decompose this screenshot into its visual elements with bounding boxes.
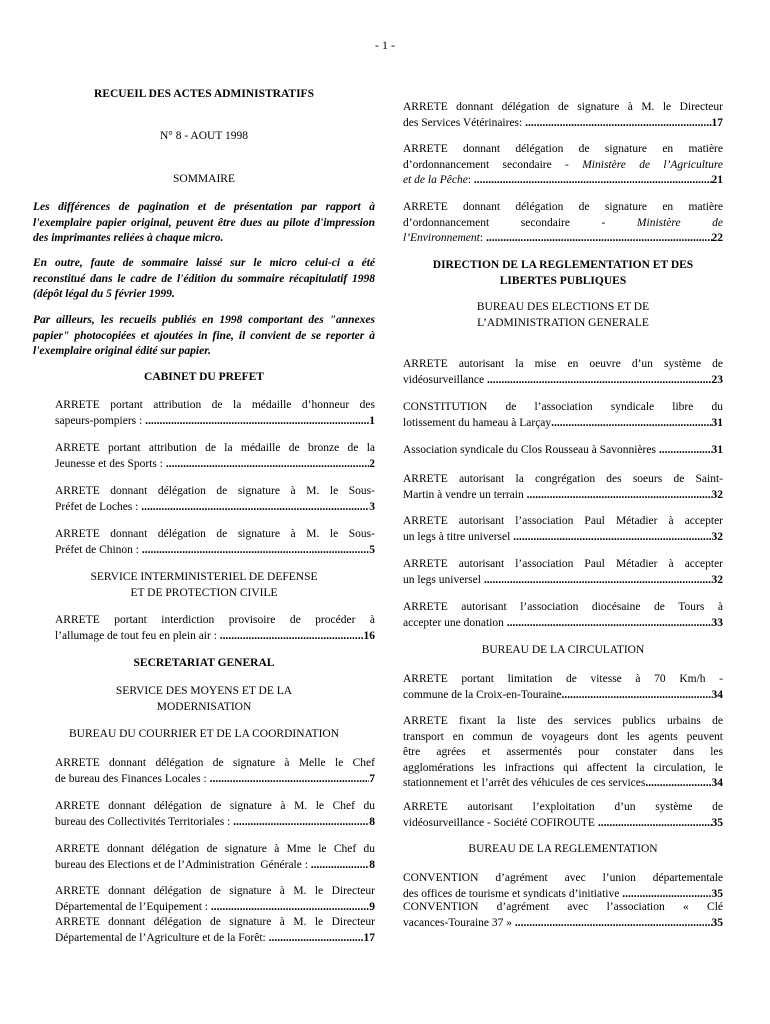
page-ref: 32 bbox=[711, 488, 723, 501]
toc-entry[interactable]: CONVENTION d’agrément avec l’union départementale des offices de tourisme et syndicats d’initiative ..... 35 bbox=[403, 871, 723, 902]
toc-entry[interactable]: CONSTITUTION de l’association syndicale libre du lotissement du hameau à Larçay ..... 31 bbox=[403, 400, 723, 431]
toc-entry[interactable]: ARRETE donnant délégation de signature à M. le Directeur Départemental de l’Equipement : ..... 9 bbox=[33, 884, 375, 915]
page-ref: 1 bbox=[369, 414, 375, 427]
toc-entry[interactable]: ARRETE fixant la liste des services publics urbains de transport en commun de voyageurs dont les agents peuvent être agrées et assermentés pour constater dans les agglomérations les infractions qui affectent la circulation, le stationnement et l’arrêt des véhicules de ces services ..... 34 bbox=[403, 714, 723, 792]
page-ref: 34 bbox=[711, 777, 723, 789]
toc-entry[interactable]: ARRETE portant limitation de vitesse à 70 Km/h - commune de la Croix-en-Touraine ..... 34 bbox=[403, 672, 723, 703]
toc-entry[interactable]: ARRETE portant attribution de la médaille d’honneur des sapeurs-pompiers : ..... 1 bbox=[33, 398, 375, 429]
toc-entry[interactable]: ARRETE autorisant la mise en oeuvre d’un système de vidéosurveillance ..... 23 bbox=[403, 357, 723, 388]
page-number: - 1 - bbox=[375, 38, 395, 52]
toc-entry[interactable]: ARRETE portant attribution de la médaille de bronze de la Jeunesse et des Sports : ..... 2 bbox=[33, 441, 375, 472]
note-reconstitution: En outre, faute de sommaire laissé sur le micro celui-ci a été reconstitué dans le cadre de l'édition du sommaire récapitulatif 1998 (dépôt légal du 5 février 1999. bbox=[33, 257, 375, 300]
issue-number: N° 8 - AOUT 1998 bbox=[159, 130, 249, 142]
page-ref: 23 bbox=[711, 373, 723, 386]
page-ref: 35 bbox=[711, 916, 723, 929]
page-ref: 17 bbox=[711, 116, 723, 129]
note-pagination: Les différences de pagination et de présentation par rapport à l'exemplaire papier original, peuvent être dues au pilote d'impression des imprimantes reliées à chaque micro. bbox=[33, 201, 375, 244]
section-moyens-modernisation: SERVICE DES MOYENS ET DE LA MODERNISATION bbox=[115, 685, 293, 713]
page-ref: 32 bbox=[711, 530, 723, 543]
toc-entry[interactable]: ARRETE autorisant l’association diocésaine de Tours à accepter une donation ..... 33 bbox=[403, 600, 723, 631]
page-ref: 7 bbox=[369, 772, 375, 785]
toc-entry[interactable]: ARRETE donnant délégation de signature à M. le Sous- Préfet de Chinon : ..... 5 bbox=[33, 527, 375, 558]
toc-entry[interactable]: ARRETE donnant délégation de signature à Melle le Chef de bureau des Finances Locales : ..... 7 bbox=[33, 756, 375, 787]
toc-entry[interactable]: ARRETE autorisant l’association Paul Métadier à accepter un legs à titre universel ..... 32 bbox=[403, 514, 723, 545]
section-cabinet-du-prefet: CABINET DU PREFET bbox=[144, 371, 264, 383]
page-ref: 35 bbox=[711, 887, 723, 900]
page-ref: 16 bbox=[363, 629, 375, 642]
section-elections-administration: BUREAU DES ELECTIONS ET DE L’ADMINISTRATION GENERALE bbox=[476, 301, 650, 329]
page-ref: 5 bbox=[369, 543, 375, 556]
toc-entry[interactable]: ARRETE donnant délégation de signature en matière d’ordonnancement secondaire - Ministère de l’Environnement : ..... 22 bbox=[403, 200, 723, 247]
section-courrier-coordination: BUREAU DU COURRIER ET DE LA COORDINATION bbox=[68, 728, 340, 740]
toc-entry[interactable]: Association syndicale du Clos Rousseau à Savonnières ..... 31 bbox=[403, 443, 723, 459]
page-ref: 17 bbox=[363, 931, 375, 944]
section-reglementation-libertes: DIRECTION DE LA REGLEMENTATION ET DES LIBERTES PUBLIQUES bbox=[432, 259, 694, 287]
toc-entry[interactable]: CONVENTION d’agrément avec l’association « Clé vacances-Touraine 37 » ..... 35 bbox=[403, 900, 723, 931]
page-ref: 8 bbox=[369, 858, 375, 871]
section-defense-civile: SERVICE INTERMINISTERIEL DE DEFENSE ET DE PROTECTION CIVILE bbox=[90, 571, 318, 599]
toc-entry[interactable]: ARRETE portant interdiction provisoire de procéder à l’allumage de tout feu en plein air : ..... 16 bbox=[33, 613, 375, 644]
page-ref: 31 bbox=[711, 444, 723, 456]
page-ref: 33 bbox=[711, 616, 723, 629]
section-reglementation: BUREAU DE LA REGLEMENTATION bbox=[468, 843, 658, 855]
note-annexes: Par ailleurs, les recueils publiés en 1998 comportant des "annexes papier" photocopiées et ajoutées in fine, il convient de se reporter à l'exemplaire original édité sur papier. bbox=[33, 314, 375, 357]
toc-entry[interactable]: ARRETE donnant délégation de signature à M. le Sous- Préfet de Loches : ..... 3 bbox=[33, 484, 375, 515]
toc-entry[interactable]: ARRETE autorisant l’association Paul Métadier à accepter un legs universel ..... 32 bbox=[403, 557, 723, 588]
toc-entry[interactable]: ARRETE donnant délégation de signature à M. le Directeur des Services Vétérinaires: ..... 17 bbox=[403, 100, 723, 131]
page-ref: 22 bbox=[711, 232, 723, 244]
toc-entry[interactable]: ARRETE donnant délégation de signature en matière d’ordonnancement secondaire - Ministère de l’Agriculture et de la Pêche : ..... 21 bbox=[403, 142, 723, 189]
page-ref: 31 bbox=[711, 416, 723, 429]
page-ref: 35 bbox=[711, 816, 723, 829]
section-circulation: BUREAU DE LA CIRCULATION bbox=[481, 644, 645, 656]
page-ref: 3 bbox=[369, 500, 375, 513]
document-title: RECUEIL DES ACTES ADMINISTRATIFS bbox=[94, 88, 314, 100]
toc-entry[interactable]: ARRETE autorisant la congrégation des soeurs de Saint- Martin à vendre un terrain ..... 32 bbox=[403, 472, 723, 503]
page-ref: 2 bbox=[369, 457, 375, 470]
page-ref: 8 bbox=[369, 815, 375, 828]
toc-entry[interactable]: ARRETE donnant délégation de signature à M. le Chef du bureau des Collectivités Territoriales : ..... 8 bbox=[33, 799, 375, 830]
page-ref: 34 bbox=[711, 688, 723, 701]
page-ref: 21 bbox=[711, 174, 723, 186]
toc-entry[interactable]: ARRETE autorisant l’exploitation d’un système de vidéosurveillance - Société COFIROUTE ..... 35 bbox=[403, 800, 723, 831]
toc-entry[interactable]: ARRETE donnant délégation de signature à M. le Directeur Départemental de l’Agriculture et de la Forêt: ..... 17 bbox=[33, 915, 375, 946]
section-secretariat-general: SECRETARIAT GENERAL bbox=[133, 657, 275, 669]
sommaire-heading: SOMMAIRE bbox=[173, 173, 235, 185]
page-ref: 32 bbox=[711, 573, 723, 586]
toc-entry[interactable]: ARRETE donnant délégation de signature à Mme le Chef du bureau des Elections et de l’Administration Générale : ..... 8 bbox=[33, 842, 375, 873]
page-ref: 9 bbox=[369, 900, 375, 913]
